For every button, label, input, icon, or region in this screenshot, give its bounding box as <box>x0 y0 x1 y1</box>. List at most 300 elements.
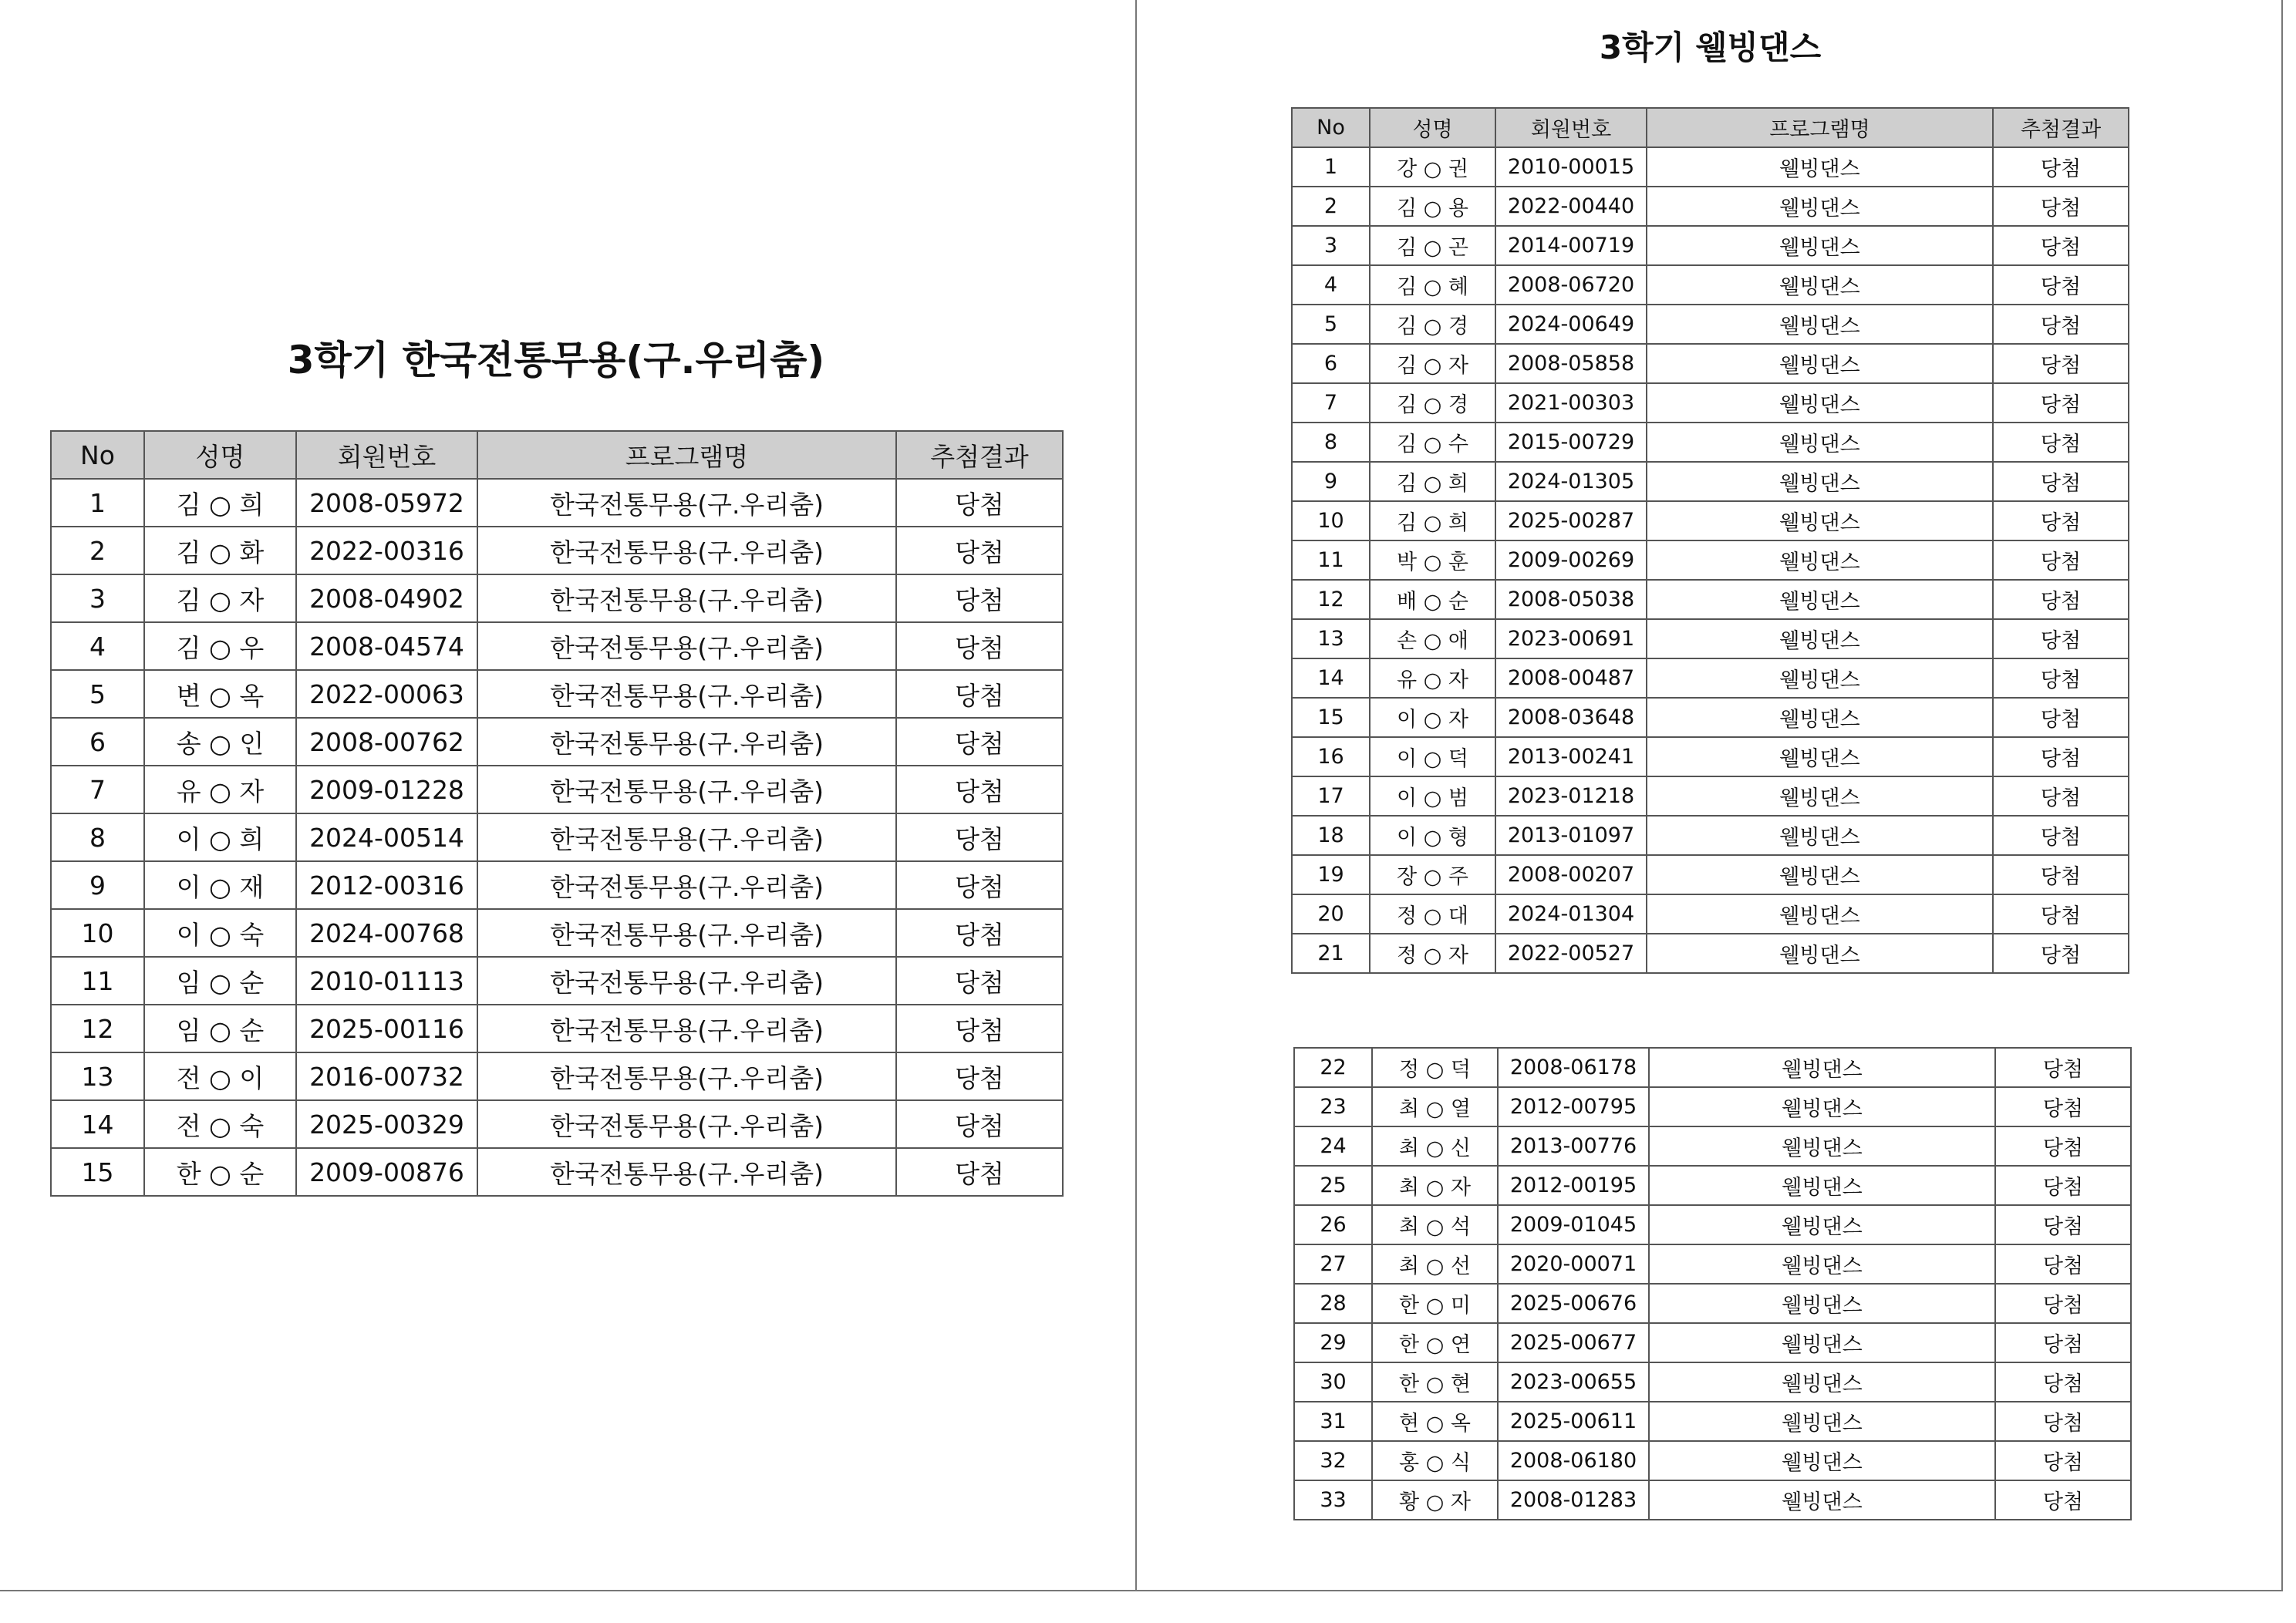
cell-member-id: 2025-00676 <box>1498 1284 1649 1323</box>
cell-name: 이 ○ 덕 <box>1370 737 1495 776</box>
table-row <box>1294 1244 2131 1284</box>
table-row <box>1292 344 2129 383</box>
cell-no: 7 <box>51 766 144 813</box>
table-row <box>1292 894 2129 934</box>
cell-name: 임 ○ 순 <box>144 957 296 1005</box>
cell-program: 웰빙댄스 <box>1649 1048 1995 1087</box>
cell-program: 한국전통무용(구.우리춤) <box>477 1148 896 1196</box>
cell-no: 12 <box>1292 580 1370 619</box>
cell-name: 김 ○ 희 <box>144 479 296 527</box>
table-row <box>1294 1402 2131 1441</box>
cell-no: 6 <box>51 718 144 766</box>
cell-program: 한국전통무용(구.우리춤) <box>477 766 896 813</box>
cell-name: 박 ○ 훈 <box>1370 540 1495 580</box>
cell-no: 9 <box>1292 462 1370 501</box>
cell-no: 11 <box>1292 540 1370 580</box>
cell-result: 당첨 <box>1995 1441 2131 1480</box>
cell-no: 22 <box>1294 1048 1372 1087</box>
cell-result: 당첨 <box>896 670 1063 718</box>
cell-result: 당첨 <box>896 622 1063 670</box>
table-row <box>1292 187 2129 226</box>
korean-dance-table-body <box>51 479 1063 1196</box>
header-no: No <box>1292 108 1370 147</box>
cell-no: 20 <box>1292 894 1370 934</box>
cell-member-id: 2008-06178 <box>1498 1048 1649 1087</box>
cell-result: 당첨 <box>1995 1048 2131 1087</box>
cell-name: 정 ○ 자 <box>1370 934 1495 973</box>
cell-result: 당첨 <box>1995 1284 2131 1323</box>
cell-program: 웰빙댄스 <box>1647 737 1993 776</box>
cell-member-id: 2012-00316 <box>296 861 477 909</box>
table-row <box>51 861 1063 909</box>
cell-name: 전 ○ 이 <box>144 1052 296 1100</box>
cell-result: 당첨 <box>896 1148 1063 1196</box>
table-row <box>1292 658 2129 698</box>
korean-dance-table <box>50 430 1064 1197</box>
cell-member-id: 2022-00527 <box>1495 934 1647 973</box>
cell-name: 김 ○ 우 <box>144 622 296 670</box>
cell-name: 김 ○ 수 <box>1370 423 1495 462</box>
cell-program: 웰빙댄스 <box>1649 1284 1995 1323</box>
cell-member-id: 2020-00071 <box>1498 1244 1649 1284</box>
cell-member-id: 2008-06180 <box>1498 1441 1649 1480</box>
cell-no: 10 <box>1292 501 1370 540</box>
cell-program: 한국전통무용(구.우리춤) <box>477 670 896 718</box>
cell-no: 11 <box>51 957 144 1005</box>
cell-member-id: 2008-05858 <box>1495 344 1647 383</box>
cell-member-id: 2008-01283 <box>1498 1480 1649 1520</box>
table-row <box>1294 1284 2131 1323</box>
table-row <box>1292 383 2129 423</box>
cell-no: 5 <box>1292 305 1370 344</box>
cell-member-id: 2021-00303 <box>1495 383 1647 423</box>
cell-no: 3 <box>51 574 144 622</box>
cell-program: 웰빙댄스 <box>1647 658 1993 698</box>
cell-result: 당첨 <box>896 813 1063 861</box>
cell-result: 당첨 <box>1995 1362 2131 1402</box>
cell-program: 웰빙댄스 <box>1647 501 1993 540</box>
cell-no: 19 <box>1292 855 1370 894</box>
cell-member-id: 2022-00440 <box>1495 187 1647 226</box>
cell-result: 당첨 <box>896 1005 1063 1052</box>
cell-member-id: 2012-00795 <box>1498 1087 1649 1126</box>
cell-member-id: 2008-04574 <box>296 622 477 670</box>
table-row <box>1294 1205 2131 1244</box>
table-row <box>1292 737 2129 776</box>
table-row <box>51 1052 1063 1100</box>
cell-result: 당첨 <box>1993 698 2129 737</box>
header-no: No <box>51 431 144 479</box>
table-row <box>1292 462 2129 501</box>
table-row <box>1294 1166 2131 1205</box>
cell-program: 웰빙댄스 <box>1649 1402 1995 1441</box>
cell-name: 이 ○ 범 <box>1370 776 1495 816</box>
cell-result: 당첨 <box>1995 1244 2131 1284</box>
cell-result: 당첨 <box>1993 894 2129 934</box>
cell-result: 당첨 <box>1993 737 2129 776</box>
cell-result: 당첨 <box>896 909 1063 957</box>
table-row <box>1292 619 2129 658</box>
cell-program: 웰빙댄스 <box>1647 462 1993 501</box>
cell-program: 웰빙댄스 <box>1647 383 1993 423</box>
cell-member-id: 2024-00649 <box>1495 305 1647 344</box>
cell-no: 27 <box>1294 1244 1372 1284</box>
cell-program: 웰빙댄스 <box>1647 698 1993 737</box>
cell-program: 한국전통무용(구.우리춤) <box>477 718 896 766</box>
table-row <box>1294 1480 2131 1520</box>
cell-result: 당첨 <box>1995 1205 2131 1244</box>
cell-program: 웰빙댄스 <box>1649 1166 1995 1205</box>
cell-no: 25 <box>1294 1166 1372 1205</box>
cell-result: 당첨 <box>1995 1402 2131 1441</box>
cell-name: 황 ○ 자 <box>1372 1480 1498 1520</box>
cell-no: 33 <box>1294 1480 1372 1520</box>
cell-name: 김 ○ 화 <box>144 527 296 574</box>
cell-name: 김 ○ 경 <box>1370 305 1495 344</box>
header-program: 프로그램명 <box>477 431 896 479</box>
cell-result: 당첨 <box>1993 540 2129 580</box>
cell-no: 6 <box>1292 344 1370 383</box>
cell-result: 당첨 <box>896 861 1063 909</box>
cell-member-id: 2023-01218 <box>1495 776 1647 816</box>
cell-name: 유 ○ 자 <box>1370 658 1495 698</box>
cell-name: 이 ○ 형 <box>1370 816 1495 855</box>
wellbeing-dance-table-part-1 <box>1291 107 2129 974</box>
page-bottom-divider <box>0 1590 2283 1591</box>
cell-program: 한국전통무용(구.우리춤) <box>477 622 896 670</box>
cell-member-id: 2013-00241 <box>1495 737 1647 776</box>
cell-result: 당첨 <box>1993 934 2129 973</box>
cell-result: 당첨 <box>1995 1126 2131 1166</box>
cell-program: 한국전통무용(구.우리춤) <box>477 813 896 861</box>
cell-result: 당첨 <box>1993 147 2129 187</box>
cell-result: 당첨 <box>1995 1087 2131 1126</box>
cell-no: 15 <box>51 1148 144 1196</box>
cell-member-id: 2025-00677 <box>1498 1323 1649 1362</box>
cell-no: 29 <box>1294 1323 1372 1362</box>
cell-program: 웰빙댄스 <box>1647 816 1993 855</box>
cell-name: 최 ○ 석 <box>1372 1205 1498 1244</box>
table-row <box>51 1100 1063 1148</box>
cell-name: 임 ○ 순 <box>144 1005 296 1052</box>
cell-no: 23 <box>1294 1087 1372 1126</box>
cell-name: 정 ○ 덕 <box>1372 1048 1498 1087</box>
cell-result: 당첨 <box>1995 1166 2131 1205</box>
table-header-row <box>1292 108 2129 147</box>
cell-no: 12 <box>51 1005 144 1052</box>
cell-result: 당첨 <box>1993 226 2129 265</box>
table-row <box>51 718 1063 766</box>
korean-dance-title: 3학기 한국전통무용(구.우리춤) <box>287 338 825 382</box>
wellbeing-dance-table-part-2 <box>1293 1047 2132 1520</box>
table-row <box>51 957 1063 1005</box>
wellbeing-dance-title: 3학기 웰빙댄스 <box>1599 29 1822 66</box>
cell-name: 최 ○ 신 <box>1372 1126 1498 1166</box>
cell-no: 18 <box>1292 816 1370 855</box>
cell-program: 웰빙댄스 <box>1647 776 1993 816</box>
table-row <box>1294 1087 2131 1126</box>
cell-name: 배 ○ 순 <box>1370 580 1495 619</box>
cell-result: 당첨 <box>896 1100 1063 1148</box>
cell-member-id: 2025-00611 <box>1498 1402 1649 1441</box>
cell-member-id: 2012-00195 <box>1498 1166 1649 1205</box>
cell-program: 웰빙댄스 <box>1647 855 1993 894</box>
cell-result: 당첨 <box>1993 501 2129 540</box>
cell-result: 당첨 <box>1993 187 2129 226</box>
cell-name: 김 ○ 용 <box>1370 187 1495 226</box>
cell-name: 송 ○ 인 <box>144 718 296 766</box>
cell-program: 웰빙댄스 <box>1649 1323 1995 1362</box>
table-row <box>1292 501 2129 540</box>
cell-name: 한 ○ 연 <box>1372 1323 1498 1362</box>
cell-result: 당첨 <box>896 1052 1063 1100</box>
cell-result: 당첨 <box>1993 305 2129 344</box>
cell-program: 웰빙댄스 <box>1647 894 1993 934</box>
cell-member-id: 2009-01045 <box>1498 1205 1649 1244</box>
cell-no: 1 <box>51 479 144 527</box>
cell-name: 김 ○ 자 <box>1370 344 1495 383</box>
cell-program: 한국전통무용(구.우리춤) <box>477 957 896 1005</box>
cell-no: 4 <box>51 622 144 670</box>
cell-no: 24 <box>1294 1126 1372 1166</box>
cell-member-id: 2016-00732 <box>296 1052 477 1100</box>
cell-result: 당첨 <box>896 718 1063 766</box>
header-member-id: 회원번호 <box>1495 108 1647 147</box>
cell-member-id: 2008-03648 <box>1495 698 1647 737</box>
cell-no: 16 <box>1292 737 1370 776</box>
cell-member-id: 2010-01113 <box>296 957 477 1005</box>
table-row <box>1292 265 2129 305</box>
cell-program: 웰빙댄스 <box>1647 226 1993 265</box>
cell-name: 이 ○ 재 <box>144 861 296 909</box>
table-row <box>1292 698 2129 737</box>
cell-result: 당첨 <box>1993 580 2129 619</box>
cell-name: 홍 ○ 식 <box>1372 1441 1498 1480</box>
header-result: 추첨결과 <box>1993 108 2129 147</box>
table-row <box>1294 1362 2131 1402</box>
header-program: 프로그램명 <box>1647 108 1993 147</box>
table-row <box>1292 540 2129 580</box>
table-row <box>51 527 1063 574</box>
cell-no: 14 <box>51 1100 144 1148</box>
cell-program: 웰빙댄스 <box>1647 344 1993 383</box>
cell-no: 30 <box>1294 1362 1372 1402</box>
table-row <box>1294 1323 2131 1362</box>
cell-member-id: 2008-04902 <box>296 574 477 622</box>
table-row <box>1292 423 2129 462</box>
table-row <box>1292 855 2129 894</box>
cell-name: 최 ○ 선 <box>1372 1244 1498 1284</box>
table-row <box>51 1148 1063 1196</box>
header-member-id: 회원번호 <box>296 431 477 479</box>
cell-program: 웰빙댄스 <box>1649 1441 1995 1480</box>
table-row <box>51 1005 1063 1052</box>
table-row <box>1292 934 2129 973</box>
cell-name: 이 ○ 희 <box>144 813 296 861</box>
cell-no: 13 <box>51 1052 144 1100</box>
cell-name: 김 ○ 곤 <box>1370 226 1495 265</box>
cell-program: 한국전통무용(구.우리춤) <box>477 574 896 622</box>
table-row <box>1292 147 2129 187</box>
cell-program: 웰빙댄스 <box>1649 1205 1995 1244</box>
cell-program: 웰빙댄스 <box>1647 540 1993 580</box>
cell-result: 당첨 <box>896 479 1063 527</box>
cell-name: 이 ○ 숙 <box>144 909 296 957</box>
cell-no: 32 <box>1294 1441 1372 1480</box>
cell-member-id: 2008-06720 <box>1495 265 1647 305</box>
cell-member-id: 2008-00487 <box>1495 658 1647 698</box>
cell-program: 웰빙댄스 <box>1647 305 1993 344</box>
header-name: 성명 <box>144 431 296 479</box>
table-row <box>51 813 1063 861</box>
cell-result: 당첨 <box>896 957 1063 1005</box>
cell-program: 한국전통무용(구.우리춤) <box>477 861 896 909</box>
cell-member-id: 2025-00116 <box>296 1005 477 1052</box>
cell-no: 4 <box>1292 265 1370 305</box>
cell-member-id: 2022-00063 <box>296 670 477 718</box>
cell-member-id: 2024-00514 <box>296 813 477 861</box>
cell-program: 한국전통무용(구.우리춤) <box>477 1052 896 1100</box>
table-row <box>1294 1126 2131 1166</box>
cell-result: 당첨 <box>1993 855 2129 894</box>
cell-program: 한국전통무용(구.우리춤) <box>477 909 896 957</box>
cell-result: 당첨 <box>1993 423 2129 462</box>
table-row <box>1294 1048 2131 1087</box>
cell-name: 유 ○ 자 <box>144 766 296 813</box>
cell-member-id: 2013-00776 <box>1498 1126 1649 1166</box>
cell-member-id: 2008-05972 <box>296 479 477 527</box>
wellbeing-dance-table-body-1 <box>1292 147 2129 973</box>
cell-program: 웰빙댄스 <box>1649 1126 1995 1166</box>
cell-program: 웰빙댄스 <box>1647 265 1993 305</box>
header-result: 추첨결과 <box>896 431 1063 479</box>
wellbeing-dance-table-body-2 <box>1294 1048 2131 1520</box>
cell-member-id: 2014-00719 <box>1495 226 1647 265</box>
cell-name: 한 ○ 미 <box>1372 1284 1498 1323</box>
cell-member-id: 2009-00269 <box>1495 540 1647 580</box>
cell-no: 10 <box>51 909 144 957</box>
cell-name: 김 ○ 희 <box>1370 462 1495 501</box>
cell-name: 정 ○ 대 <box>1370 894 1495 934</box>
cell-no: 5 <box>51 670 144 718</box>
cell-no: 15 <box>1292 698 1370 737</box>
cell-program: 웰빙댄스 <box>1647 147 1993 187</box>
cell-name: 현 ○ 옥 <box>1372 1402 1498 1441</box>
table-row <box>1292 776 2129 816</box>
table-row <box>1292 305 2129 344</box>
cell-result: 당첨 <box>1993 816 2129 855</box>
cell-program: 웰빙댄스 <box>1647 580 1993 619</box>
cell-result: 당첨 <box>1993 462 2129 501</box>
cell-result: 당첨 <box>1995 1323 2131 1362</box>
cell-member-id: 2024-00768 <box>296 909 477 957</box>
cell-result: 당첨 <box>1993 383 2129 423</box>
cell-name: 김 ○ 경 <box>1370 383 1495 423</box>
cell-no: 8 <box>1292 423 1370 462</box>
table-row <box>1294 1441 2131 1480</box>
cell-no: 7 <box>1292 383 1370 423</box>
cell-no: 2 <box>51 527 144 574</box>
cell-name: 최 ○ 자 <box>1372 1166 1498 1205</box>
cell-name: 김 ○ 희 <box>1370 501 1495 540</box>
table-row <box>1292 816 2129 855</box>
cell-program: 웰빙댄스 <box>1649 1362 1995 1402</box>
cell-name: 김 ○ 혜 <box>1370 265 1495 305</box>
cell-result: 당첨 <box>1993 344 2129 383</box>
cell-no: 9 <box>51 861 144 909</box>
cell-name: 한 ○ 순 <box>144 1148 296 1196</box>
cell-name: 한 ○ 현 <box>1372 1362 1498 1402</box>
cell-member-id: 2022-00316 <box>296 527 477 574</box>
cell-member-id: 2023-00691 <box>1495 619 1647 658</box>
cell-member-id: 2008-00762 <box>296 718 477 766</box>
cell-no: 21 <box>1292 934 1370 973</box>
cell-member-id: 2025-00329 <box>296 1100 477 1148</box>
table-row <box>1292 226 2129 265</box>
cell-member-id: 2015-00729 <box>1495 423 1647 462</box>
table-row <box>51 766 1063 813</box>
cell-result: 당첨 <box>896 766 1063 813</box>
cell-result: 당첨 <box>896 574 1063 622</box>
cell-name: 변 ○ 옥 <box>144 670 296 718</box>
cell-member-id: 2025-00287 <box>1495 501 1647 540</box>
cell-program: 한국전통무용(구.우리춤) <box>477 527 896 574</box>
cell-name: 이 ○ 자 <box>1370 698 1495 737</box>
cell-name: 김 ○ 자 <box>144 574 296 622</box>
table-row <box>51 479 1063 527</box>
cell-name: 손 ○ 애 <box>1370 619 1495 658</box>
cell-result: 당첨 <box>1993 619 2129 658</box>
table-row <box>51 909 1063 957</box>
cell-member-id: 2009-01228 <box>296 766 477 813</box>
cell-result: 당첨 <box>1995 1480 2131 1520</box>
cell-member-id: 2023-00655 <box>1498 1362 1649 1402</box>
cell-no: 31 <box>1294 1402 1372 1441</box>
cell-member-id: 2010-00015 <box>1495 147 1647 187</box>
cell-result: 당첨 <box>1993 658 2129 698</box>
cell-result: 당첨 <box>1993 265 2129 305</box>
cell-program: 한국전통무용(구.우리춤) <box>477 1100 896 1148</box>
cell-program: 웰빙댄스 <box>1649 1087 1995 1126</box>
cell-program: 웰빙댄스 <box>1647 619 1993 658</box>
cell-member-id: 2008-00207 <box>1495 855 1647 894</box>
cell-name: 최 ○ 열 <box>1372 1087 1498 1126</box>
cell-program: 웰빙댄스 <box>1649 1244 1995 1284</box>
table-header-row <box>51 431 1063 479</box>
cell-result: 당첨 <box>896 527 1063 574</box>
cell-no: 3 <box>1292 226 1370 265</box>
cell-program: 웰빙댄스 <box>1647 423 1993 462</box>
cell-name: 강 ○ 권 <box>1370 147 1495 187</box>
cell-no: 14 <box>1292 658 1370 698</box>
cell-no: 17 <box>1292 776 1370 816</box>
cell-member-id: 2009-00876 <box>296 1148 477 1196</box>
cell-program: 한국전통무용(구.우리춤) <box>477 1005 896 1052</box>
cell-result: 당첨 <box>1993 776 2129 816</box>
cell-program: 웰빙댄스 <box>1649 1480 1995 1520</box>
cell-name: 장 ○ 주 <box>1370 855 1495 894</box>
cell-member-id: 2024-01304 <box>1495 894 1647 934</box>
table-row <box>1292 580 2129 619</box>
cell-no: 8 <box>51 813 144 861</box>
table-row <box>51 670 1063 718</box>
cell-member-id: 2008-05038 <box>1495 580 1647 619</box>
cell-no: 2 <box>1292 187 1370 226</box>
table-row <box>51 622 1063 670</box>
cell-no: 26 <box>1294 1205 1372 1244</box>
cell-member-id: 2024-01305 <box>1495 462 1647 501</box>
cell-program: 웰빙댄스 <box>1647 187 1993 226</box>
